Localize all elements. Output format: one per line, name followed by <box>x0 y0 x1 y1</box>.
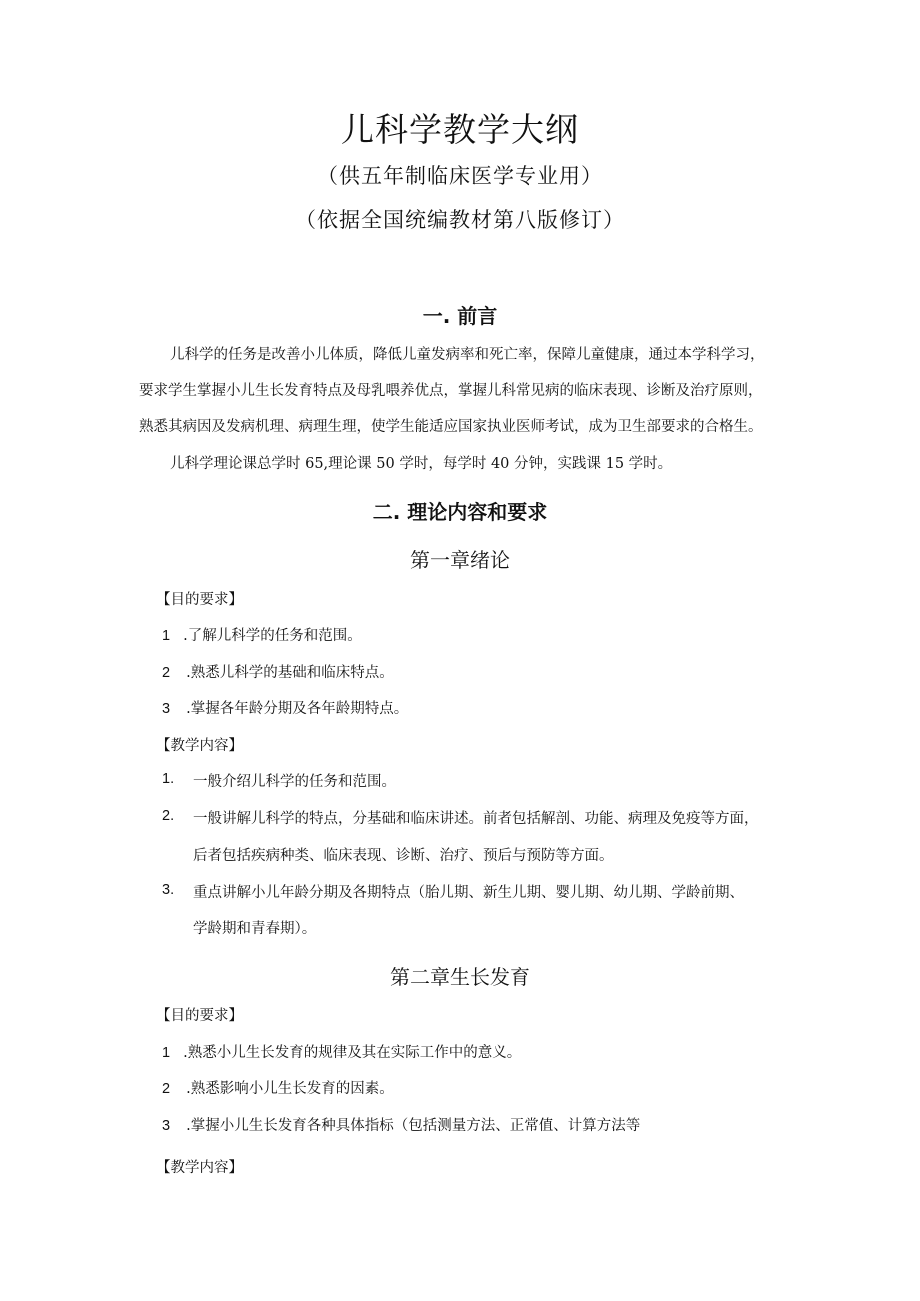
preface-paragraph-line-3: 熟悉其病因及发病机理、病理生理，使学生能适应国家执业医师考试，成为卫生部要求的合格生。 <box>139 419 763 435</box>
chapter-1-goal-item <box>162 661 394 682</box>
goal-number: 2 <box>162 665 171 681</box>
goal-text: .掌握各年龄分期及各年龄期特点。 <box>186 701 409 717</box>
preface-hours-paragraph: 儿科学理论课总学时 65,理论课 50 学时，每学时 40 分钟，实践课 15 学时。 <box>170 456 673 472</box>
chapter-2-heading: 第二章生长发育 <box>390 965 530 989</box>
chapter-2-content-label: 【教学内容】 <box>156 1160 243 1176</box>
document-subtitle-usage: （供五年制临床医学专业用） <box>317 164 603 188</box>
goal-text: .了解儿科学的任务和范围。 <box>183 628 362 644</box>
content-item-text: 重点讲解小儿年龄分期及各期特点（胎儿期、新生儿期、婴儿期、幼儿期、学龄前期、 <box>193 885 744 901</box>
goal-number: 2 <box>162 1081 171 1097</box>
chapter-1-goals-label: 【目的要求】 <box>156 592 243 608</box>
chapter-2-goal-item <box>162 1114 640 1135</box>
chapter-2-goal-item <box>162 1041 521 1062</box>
content-item-text-continued: 学龄期和青春期）。 <box>193 921 317 937</box>
content-item-text: 一般介绍儿科学的任务和范围。 <box>193 774 396 790</box>
chapter-1-goal-item <box>162 697 408 718</box>
goal-number: 1 <box>162 1045 171 1061</box>
chapter-2-goals-label: 【目的要求】 <box>156 1008 243 1024</box>
document-title: 儿科学教学大纲 <box>341 110 579 149</box>
document-subtitle-revision: （依据全国统编教材第八版修订） <box>295 208 625 232</box>
goal-text: .掌握小儿生长发育各种具体指标（包括测量方法、正常值、计算方法等 <box>186 1118 641 1134</box>
preface-heading: 一. 前言 <box>422 304 498 328</box>
preface-paragraph-line-2: 要求学生掌握小儿生长发育特点及母乳喂养优点，掌握儿科常见病的临床表现、诊断及治疗原则， <box>139 383 763 399</box>
preface-paragraph-line-1: 儿科学的任务是改善小儿体质，降低儿童发病率和死亡率，保障儿童健康，通过本学科学习， <box>170 347 765 363</box>
content-item-number: 2. <box>162 808 175 824</box>
goal-text: .熟悉小儿生长发育的规律及其在实际工作中的意义。 <box>183 1045 522 1061</box>
chapter-1-heading: 第一章绪论 <box>410 548 510 572</box>
goal-number: 3 <box>162 701 171 717</box>
goal-number: 1 <box>162 628 171 644</box>
content-item-text-continued: 后者包括疾病种类、临床表现、诊断、治疗、预后与预防等方面。 <box>193 848 614 864</box>
content-item-text: 一般讲解儿科学的特点，分基础和临床讲述。前者包括解剖、功能、病理及免疫等方面， <box>193 811 759 827</box>
chapter-1-goal-item <box>162 624 362 645</box>
content-item-number: 1. <box>162 771 175 787</box>
chapter-2-goal-item <box>162 1077 394 1098</box>
goal-text: .熟悉儿科学的基础和临床特点。 <box>186 665 394 681</box>
theory-heading: 二. 理论内容和要求 <box>372 500 548 524</box>
goal-text: .熟悉影响小儿生长发育的因素。 <box>186 1081 394 1097</box>
content-item-number: 3. <box>162 882 175 898</box>
goal-number: 3 <box>162 1118 171 1134</box>
chapter-1-content-label: 【教学内容】 <box>156 738 243 754</box>
